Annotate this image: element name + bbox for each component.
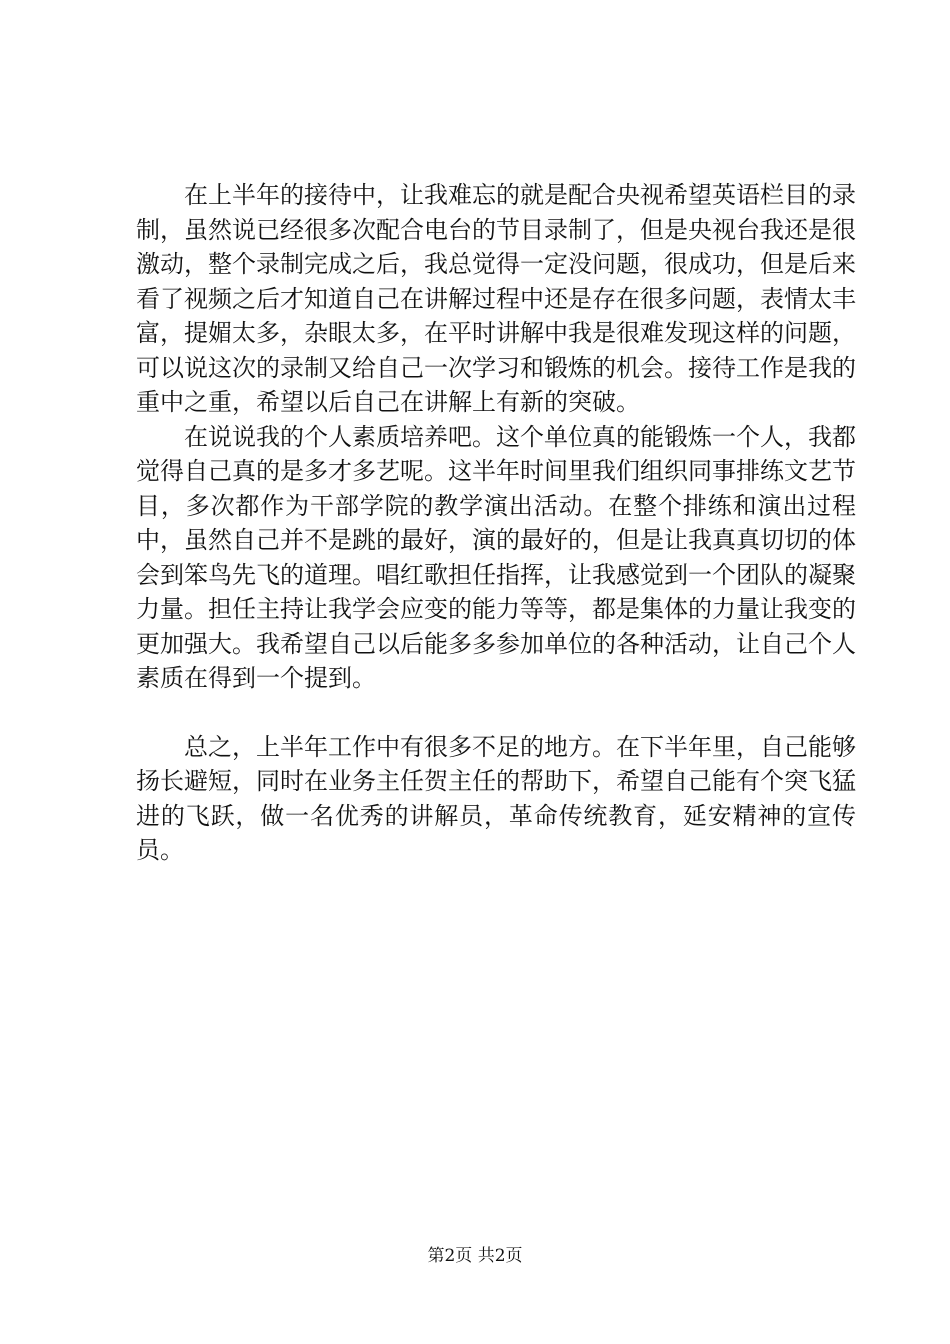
paragraph-spacer xyxy=(136,696,856,730)
page-number-footer: 第2页 共2页 xyxy=(427,1246,523,1266)
paragraph-summary: 总之，上半年工作中有很多不足的地方。在下半年里，自己能够扬长避短，同时在业务主任贺主任的帮助下，希望自己能有个突飞猛进的飞跃，做一名优秀的讲解员，革命传统教育，延安精神的宣传员。 xyxy=(136,732,856,864)
paragraph-personal-quality: 在说说我的个人素质培养吧。这个单位真的能锻炼一个人，我都觉得自己真的是多才多艺呢。这半年时间里我们组织同事排练文艺节目，多次都作为干部学院的教学演出活动。在整个排练和演出过程中，虽然自己并不是跳的最好，演的最好的，但是让我真真切切的体会到笨鸟先飞的道理。唱红歌担任指挥，让我感觉到一个团队的凝聚力量。担任主持让我学会应变的能力等等，都是集体的力量让我变的更加强大。我希望自己以后能多多参加单位的各种活动，让自己个人素质在得到一个提到。 xyxy=(136,422,856,692)
paragraph-reception: 在上半年的接待中，让我难忘的就是配合央视希望英语栏目的录制，虽然说已经很多次配合电台的节目录制了，但是央视台我还是很激动，整个录制完成之后，我总觉得一定没问题，很成功，但是后来看了视频之后才知道自己在讲解过程中还是存在很多问题，表情太丰富，提媚太多，杂眼太多，在平时讲解中我是很难发现这样的问题，可以说这次的录制又给自己一次学习和锻炼的机会。接待工作是我的重中之重，希望以后自己在讲解上有新的突破。 xyxy=(136,181,856,416)
document-body xyxy=(136,178,856,868)
